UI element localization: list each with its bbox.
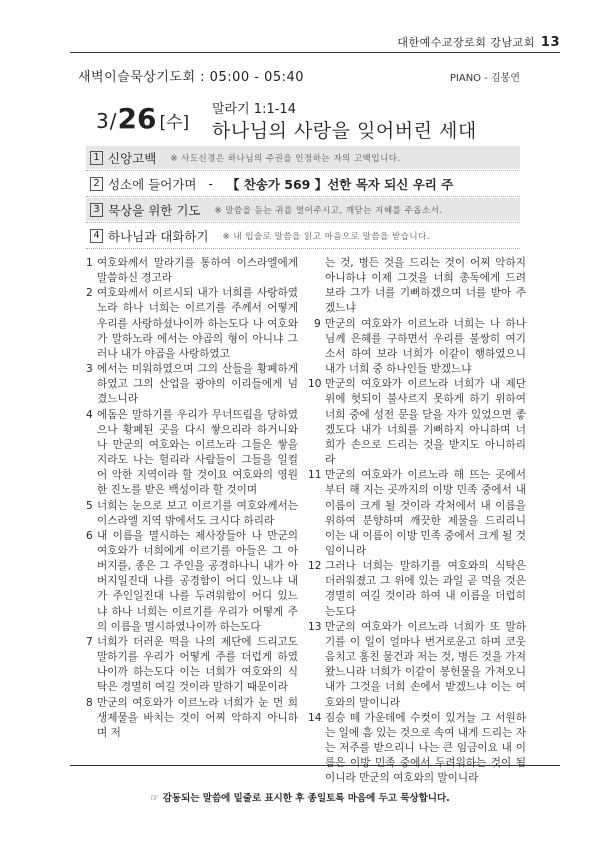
- verse: [86, 696, 298, 741]
- step-dash: -: [208, 176, 213, 191]
- verse-continuation: 는 것, 병든 것을 드리는 것이 어찌 악하지 아니하냐 이제 그것을 너희 총독에게 드려 보라 그가 너를 기뻐하겠으며 너를 받아 주겠느냐: [325, 257, 526, 315]
- scripture-text: [86, 256, 526, 786]
- verse: [86, 256, 298, 286]
- dotted-divider: [86, 170, 520, 171]
- verse-text: 내 이름을 멸시하는 제사장들아 나 만군의 여호와가 너희에게 이르기를 아들은 그 아버지를, 종은 그 주인을 공경하나니 내가 아버지일진대 나를 공경함이 어디 있느냐 내가 주인일진대 나를 두려워함이 어디 있느냐 하나 너희는 이르기를 우리가 어떻게 주의 이름을 멸시하였나이까 하는도다: [97, 529, 298, 633]
- date-slash: /: [109, 109, 117, 133]
- step-label: 하나님과 대화하기: [108, 228, 209, 244]
- verse-text: 만군의 여호와가 이르노라 너희가 눈 먼 희생제물을 바치는 것이 어찌 악하지 아니하며 저: [97, 696, 298, 739]
- devotion-heading: [72, 98, 520, 144]
- date-month: 3: [96, 109, 109, 133]
- verse-number: 13: [308, 620, 322, 633]
- verse-number: 6: [86, 529, 93, 542]
- verse-number: 8: [86, 696, 93, 709]
- verse-text: 여호와께서 말라기를 통하여 이스라엘에게 말씀하신 경고라: [97, 257, 298, 285]
- verse-text: 에서는 미워하였으며 그의 산들을 황폐하게 하였고 그의 산업을 광야의 이리들에게 넘겼느니라: [97, 363, 298, 406]
- step-note: ※ 내 입술로 말씀을 읽고 마음으로 말씀을 받습니다.: [222, 231, 431, 242]
- footer-divider: [70, 765, 560, 766]
- verse-number: 5: [86, 499, 93, 512]
- verse: [86, 529, 298, 635]
- verse: [86, 286, 298, 362]
- verse: [308, 711, 526, 787]
- step-number: 3: [90, 203, 103, 217]
- verse-number: 3: [86, 363, 93, 376]
- date-day: 26: [117, 102, 157, 135]
- verse-text: 너희가 더러운 떡을 나의 제단에 드리고도 말하기를 우리가 어떻게 주를 더럽게 하였나이까 하는도다 이는 너희가 여호와의 식탁은 경멸히 여길 것이라 말하기 때문이라: [97, 635, 298, 694]
- verse-text: 만군의 여호와가 이르노라 너희는 나 하나님께 은혜를 구하면서 우리를 불쌍히 여기소서 하여 보라 너희가 이같이 행하였으니 내가 너희 중 하나인들 받겠느냐: [325, 317, 526, 376]
- step-dialogue: [86, 224, 520, 247]
- church-name: 대한예수교장로회 강남교회: [397, 36, 535, 49]
- verse-text: 짐승 떼 가운데에 수컷이 있거늘 그 서원하는 일에 흠 있는 것으로 속여 내게 드리는 자는 저주를 받으리니 나는 큰 임금이요 내 이름은 이방 민족 중에서 두려워하는 것이 됨이니라 만군의 여호와의 말이니라: [325, 711, 526, 785]
- verse-text: 만군의 여호와가 이르노라 너희가 또 말하기를 이 일이 얼마나 번거로운고 하며 코웃음치고 훔친 물건과 저는 것, 병든 것을 가져왔느니라 너희가 이같이 봉헌물을 가져오니 내가 그것을 너희 손에서 받겠느냐 이는 여호와의 말이니라: [325, 620, 526, 709]
- verse: [308, 377, 526, 468]
- step-confession: [86, 146, 520, 169]
- step-label: 성소에 들어가며: [108, 176, 197, 192]
- verse-number: 10: [308, 378, 322, 391]
- dotted-divider: [86, 222, 520, 223]
- date-weekday: [수]: [159, 113, 190, 133]
- verse-text: 너희는 눈으로 보고 이르기를 여호와께서는 이스라엘 지역 밖에서도 크시다 하리라: [97, 499, 298, 527]
- instruction-text: 감동되는 말씀에 밑줄로 표시한 후 종일토록 마음에 두고 묵상합니다.: [162, 793, 450, 804]
- step-number: 2: [90, 177, 103, 191]
- step-label: 묵상을 위한 기도: [108, 202, 201, 218]
- verse-text: 그러나 너희는 말하기를 여호와의 식탁은 더러워졌고 그 위에 있는 과일 곧 먹을 것은 경멸히 여길 것이라 하여 내 이름을 더럽히는도다: [325, 560, 526, 618]
- verse: [86, 635, 298, 696]
- verse-column-right: [308, 256, 526, 786]
- step-hymn: [86, 172, 520, 195]
- hymn-title: 【 찬송가 569 】선한 목자 되신 우리 주: [226, 176, 454, 192]
- piano-credit: PIANO - 김봉연: [449, 73, 520, 84]
- page-number: 13: [540, 35, 560, 50]
- verse: [86, 362, 298, 407]
- verse-text: 만군의 여호와가 이르노라 너희가 내 제단 위에 헛되이 불사르지 못하게 하기 위하여 너희 중에 성전 문을 닫을 자가 있었으면 좋겠도다 내가 너희를 기뻐하지 아니하며 너희가 손으로 드리는 것을 받지도 아니하리라: [325, 378, 526, 467]
- verse-number: 12: [308, 560, 322, 573]
- service-title: 새벽이슬묵상기도회 : 05:00 - 05:40: [78, 70, 305, 85]
- sermon-title: 하나님의 사랑을 잊어버린 세대: [212, 120, 477, 142]
- step-prayer: [86, 198, 520, 221]
- verse-text: 에돔은 말하기를 우리가 무너뜨림을 당하였으나 황폐된 곳을 다시 쌓으리라 하거니와 나 만군의 여호와는 이르노라 그들은 쌓을지라도 나는 헐리라 사람들이 그들을 일컬어 악한 지역이라 할 것이요 여호와의 영원한 진노를 받은 백성이라 할 것이며: [97, 408, 298, 497]
- worship-steps: [86, 146, 520, 250]
- step-note: ※ 사도신경은 하나님의 주권을 인정하는 자의 고백입니다.: [170, 153, 401, 164]
- pointing-hand-icon: ☞: [150, 793, 159, 804]
- verse-number: 14: [308, 711, 322, 724]
- verse: [308, 620, 526, 711]
- scripture-reference: 말라기 1:1-14: [212, 102, 296, 117]
- verse-number: 2: [86, 287, 93, 300]
- verse: [308, 559, 526, 620]
- verse-number: 1: [86, 257, 93, 269]
- verse: [86, 499, 298, 529]
- meditation-instruction: [0, 790, 600, 804]
- verse-number: 11: [308, 469, 322, 482]
- verse-number: 4: [86, 408, 93, 421]
- step-label: 신앙고백: [108, 150, 157, 166]
- step-number: 4: [90, 229, 103, 243]
- dotted-divider: [86, 248, 520, 249]
- step-number: 1: [90, 151, 103, 165]
- service-info: [78, 66, 520, 85]
- verse-number: 7: [86, 635, 93, 648]
- header-divider: [70, 52, 560, 53]
- verse-text: 여호와께서 이르시되 내가 너희를 사랑하였노라 하나 너희는 이르기를 주께서 어떻게 우리를 사랑하셨나이까 하는도다 나 여호와가 말하노라 에서는 야곱의 형이 아니냐 그러나 내가 야곱을 사랑하였고: [97, 287, 298, 360]
- verse: [314, 317, 526, 378]
- dotted-divider: [86, 196, 520, 197]
- page-header: [397, 34, 560, 50]
- verse-number: 9: [314, 317, 321, 330]
- verse: [86, 408, 298, 499]
- verse-column-left: [86, 256, 298, 786]
- devotion-date: [96, 102, 189, 135]
- verse-text: 만군의 여호와가 이르노라 해 뜨는 곳에서부터 해 지는 곳까지의 이방 민족 중에서 내 이름이 크게 될 것이라 각처에서 내 이름을 위하여 분향하며 깨끗한 제물을 드리리니 이는 내 이름이 이방 민족 중에서 크게 될 것임이니라: [325, 469, 526, 557]
- step-note: ※ 말씀을 듣는 귀를 열어주시고, 깨닫는 지혜를 주옵소서.: [214, 205, 443, 216]
- verse: [308, 468, 526, 559]
